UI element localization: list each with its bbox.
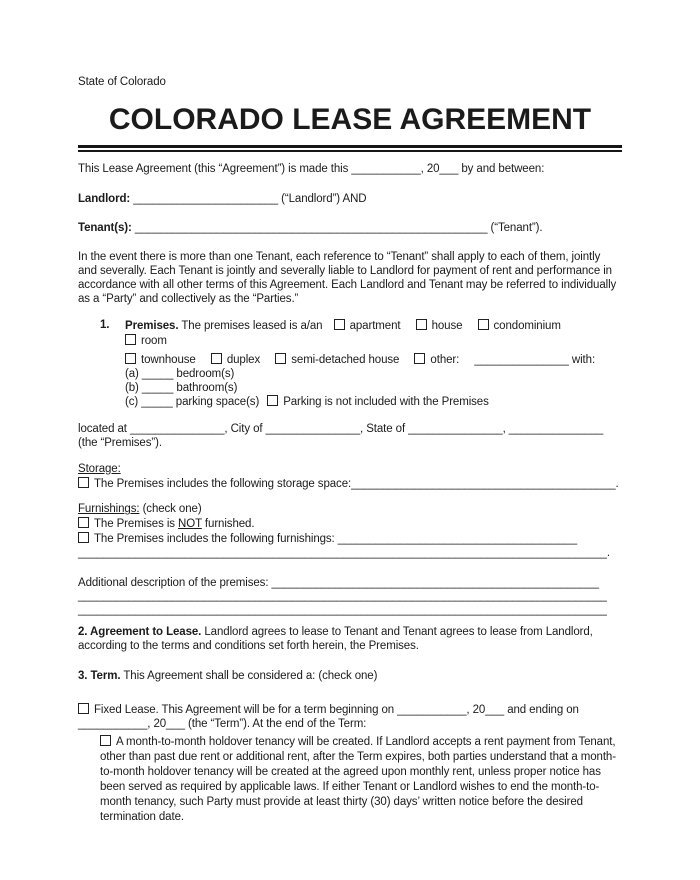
fixed-lease-text: Fixed Lease. This Agreement will be for a term beginning on ___________, 20___ and ending on ___________, 20___ (the “Term”). At the end of the Term: [78, 704, 579, 731]
fixed-lease-option [78, 703, 622, 732]
furnished-checkbox-icon[interactable] [78, 532, 89, 543]
room-checkbox-icon[interactable] [125, 334, 136, 345]
located-line: located at _______________, City of _______________, State of _______________, _______________ [78, 423, 604, 436]
premises-content [125, 319, 622, 410]
option1-pre: The Premises is [94, 518, 179, 531]
option-label: apartment [349, 320, 401, 333]
joint-parties-paragraph: In the event there is more than one Tenant, each reference to “Tenant” shall apply to each of them, jointly and severally. Each Tenant is jointly and severally liable to Landlord for payment of rent and performance in accordance with all other terms of this Agreement. Each Landlord and Tenant may be referred to individually as a “Party” and collectively as the “Parties.” [78, 251, 617, 305]
option-townhouse[interactable] [125, 354, 196, 366]
parking-not-included-label: Parking is not included with the Premises [283, 396, 489, 409]
furnishings-heading-line [78, 503, 622, 517]
bathrooms-line: (b) _____ bathroom(s) [125, 381, 238, 394]
fixed-lease-checkbox-icon[interactable] [78, 703, 89, 714]
parking-line [125, 395, 622, 410]
option-condominium[interactable] [478, 320, 561, 332]
section2-heading: 2. Agreement to Lease. [78, 625, 202, 638]
semi-detached-checkbox-icon[interactable] [275, 353, 286, 364]
premises-heading: Premises. [125, 320, 179, 333]
premises-number: 1. [100, 319, 110, 332]
option-apartment[interactable] [334, 320, 401, 332]
option-label: room [141, 335, 167, 348]
option1-post: furnished. [201, 518, 255, 531]
other-blank: _______________ [474, 353, 569, 366]
located-block [78, 423, 622, 451]
tenant-line [78, 222, 622, 236]
additional-line3: ____________________________________________________________________________________ [78, 604, 607, 617]
additional-label-line [78, 577, 622, 591]
holdover-tenancy-option [100, 735, 622, 825]
furnishings-option2-line [78, 532, 622, 547]
additional-description-section [78, 577, 622, 618]
landlord-label: Landlord: [78, 192, 131, 205]
storage-blank: __________________________________________ [351, 477, 616, 490]
furnishings-heading: Furnishings: [78, 503, 140, 516]
option-semi-detached-house[interactable] [275, 354, 399, 366]
additional-line2: ____________________________________________________________________________________ [78, 590, 607, 603]
storage-heading: Storage: [78, 462, 121, 475]
page-title: COLORADO LEASE AGREEMENT [108, 102, 592, 136]
premises-section [100, 319, 622, 410]
option-label: duplex [226, 353, 261, 366]
section2-text: Landlord agrees to lease to Tenant and Tenant agrees to lease from Landlord, according to the terms and conditions set forth herein, the Premises. [78, 625, 593, 652]
option-label: semi-detached house [291, 353, 400, 366]
with-label: with: [571, 353, 596, 366]
option-label: townhouse [141, 353, 196, 366]
option2-text: The Premises includes the following furnishings: [94, 532, 335, 545]
storage-section [78, 463, 622, 492]
furnishings-section [78, 503, 622, 560]
holdover-text: A month-to-month holdover tenancy will be created. If Landlord accepts a rent payment from Tenant, other than past due rent or additional rent, after the Term expires, both parties understand that a month-to-month holdover tenancy will be created at the agreed upon monthly rent, unless proper notice has been served as required by applicable laws. If either Tenant or Landlord wishes to end the month-to-month tenancy, such Party must provide at least thirty (30) days’ written notice before the desired termination date. [100, 735, 616, 823]
option-house[interactable] [416, 320, 463, 332]
additional-blank: ____________________________________________________ [271, 576, 599, 589]
furnishings-continuation-line [78, 547, 622, 561]
title-divider [78, 145, 622, 152]
premises-lead: The premises leased is a/an [181, 320, 323, 333]
tenant-suffix: (“Tenant”). [490, 222, 543, 235]
other-label: other: [430, 353, 460, 366]
section3-heading: 3. Term. [78, 669, 121, 682]
option-label: house [431, 320, 463, 333]
premises-row1 [125, 319, 622, 349]
apartment-checkbox-icon[interactable] [334, 319, 345, 330]
tenant-name-blank: ________________________________________________________ [134, 222, 488, 235]
furnishings-option1-line [78, 517, 622, 532]
section3-text: This Agreement shall be considered a: (check one) [123, 669, 378, 682]
holdover-checkbox-icon[interactable] [100, 735, 111, 746]
parking-text: (c) _____ parking space(s) [125, 396, 260, 409]
option1-not: NOT [178, 518, 202, 531]
term-section [78, 670, 622, 684]
option2-blank: ______________________________________ [337, 532, 578, 545]
option2-line2-blank: ____________________________________________________________________________________ [78, 546, 607, 559]
state-label: State of Colorado [78, 76, 166, 88]
premises-row2 [125, 353, 622, 368]
storage-option-text: The Premises includes the following storage space: [94, 477, 352, 490]
located-line2: (the “Premises”). [78, 436, 162, 449]
option-room[interactable] [125, 335, 167, 347]
other-checkbox-icon[interactable] [414, 353, 425, 364]
intro-line: This Lease Agreement (this “Agreement”) is made this ___________, 20___ by and between: [78, 162, 545, 175]
landlord-line [78, 193, 622, 207]
option-other[interactable] [414, 354, 459, 366]
additional-label: Additional description of the premises: [78, 576, 269, 589]
house-checkbox-icon[interactable] [416, 319, 427, 330]
condominium-checkbox-icon[interactable] [478, 319, 489, 330]
storage-period: . [615, 477, 619, 490]
bedrooms-line: (a) _____ bedroom(s) [125, 367, 235, 380]
landlord-suffix: (“Landlord”) AND [281, 192, 367, 205]
storage-checkbox-icon[interactable] [78, 477, 89, 488]
landlord-name-blank: _______________________ [133, 192, 279, 205]
option-label: condominium [493, 320, 561, 333]
option2-line2-period: . [606, 546, 610, 559]
option-duplex[interactable] [211, 354, 260, 366]
storage-option-line [78, 477, 622, 492]
tenant-label: Tenant(s): [78, 222, 132, 235]
not-furnished-checkbox-icon[interactable] [78, 517, 89, 528]
furnishings-heading-note: (check one) [142, 503, 202, 516]
parking-not-included-checkbox-icon[interactable] [267, 395, 278, 406]
duplex-checkbox-icon[interactable] [211, 353, 222, 364]
townhouse-checkbox-icon[interactable] [125, 353, 136, 364]
agreement-to-lease-section [78, 626, 622, 654]
